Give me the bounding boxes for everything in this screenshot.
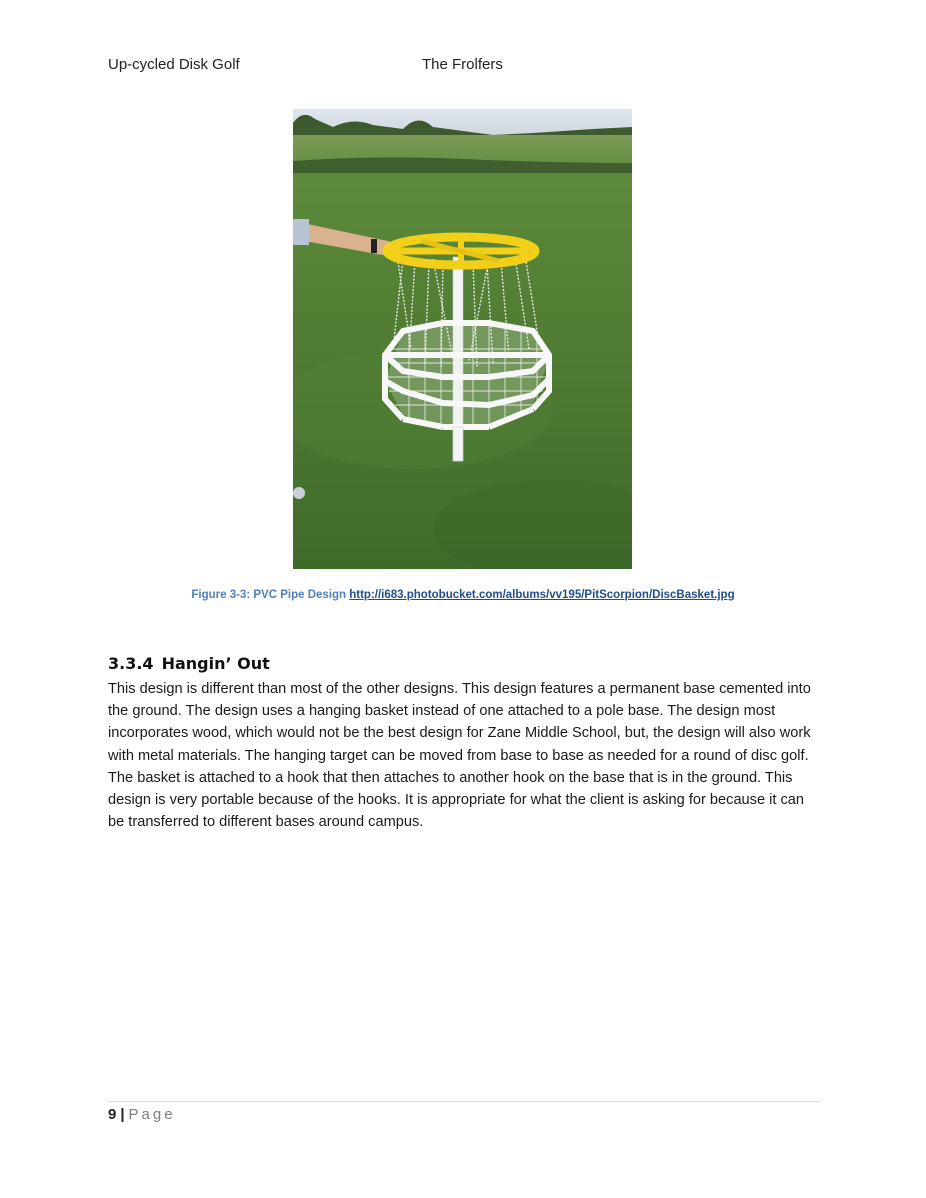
- figure-source-link[interactable]: http://i683.photobucket.com/albums/vv195/PitScorpion/DiscBasket.jpg: [349, 589, 735, 601]
- page-number: 9: [108, 1106, 117, 1123]
- header-document-title: Up-cycled Disk Golf: [108, 56, 240, 73]
- section-number: 3.3.4: [108, 654, 154, 673]
- footer-page-label: Page: [128, 1106, 176, 1123]
- figure-caption: [0, 589, 926, 601]
- figure-caption-label: Figure 3-3: PVC Pipe Design: [191, 589, 347, 601]
- footer-divider: [108, 1101, 820, 1102]
- section-title: Hangin’ Out: [161, 654, 270, 673]
- section-paragraph: This design is different than most of the other designs. This design features a permanent base cemented into the ground. The design uses a hanging basket instead of one attached to a pole base. The design most incorporates wood, which would not be the best design for Zane Middle School, but, the design will also work with metal materials. The hanging target can be moved from base to base as needed for a round of disc golf. The basket is attached to a hook that then attaches to another hook on the base that is in the ground. This design is very portable because of the hooks. It is appropriate for what the client is asking for because it can be transferred to different bases around campus.: [108, 681, 811, 831]
- footer-separator: |: [120, 1106, 125, 1123]
- pvc-disc-golf-basket-photo: [293, 109, 632, 569]
- header-team-name: The Frolfers: [422, 56, 503, 73]
- section-heading: [108, 654, 270, 673]
- page-footer: [108, 1106, 176, 1123]
